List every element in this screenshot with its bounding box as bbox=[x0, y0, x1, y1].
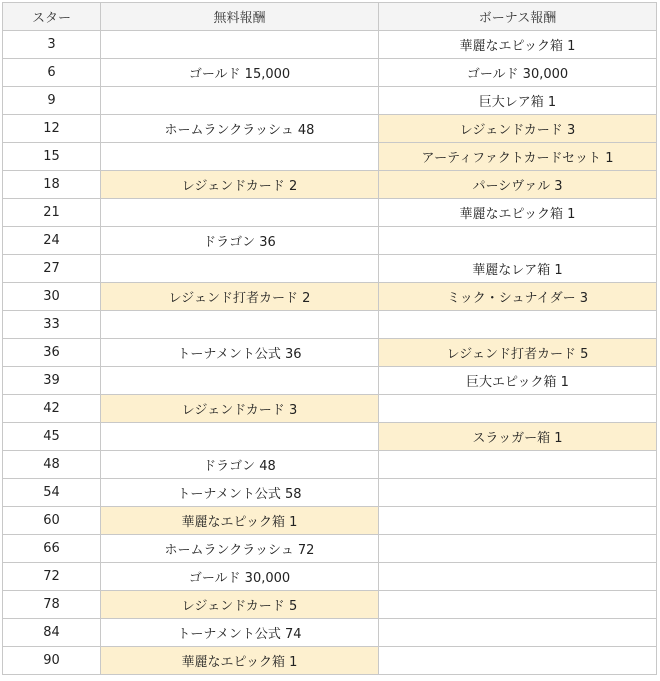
star-cell: 78 bbox=[3, 591, 101, 619]
star-cell: 84 bbox=[3, 619, 101, 647]
star-cell: 12 bbox=[3, 115, 101, 143]
free-reward-cell bbox=[101, 255, 379, 283]
bonus-reward-cell: ミック・シュナイダー 3 bbox=[379, 283, 657, 311]
bonus-reward-cell: 巨大レア箱 1 bbox=[379, 87, 657, 115]
header-star: スター bbox=[3, 3, 101, 31]
free-reward-cell: トーナメント公式 74 bbox=[101, 619, 379, 647]
table-row bbox=[3, 283, 657, 311]
star-cell: 27 bbox=[3, 255, 101, 283]
free-reward-cell: ホームランクラッシュ 48 bbox=[101, 115, 379, 143]
table-row bbox=[3, 87, 657, 115]
star-cell: 90 bbox=[3, 647, 101, 675]
table-row bbox=[3, 507, 657, 535]
free-reward-cell: トーナメント公式 36 bbox=[101, 339, 379, 367]
free-reward-cell: レジェンドカード 3 bbox=[101, 395, 379, 423]
table-row bbox=[3, 647, 657, 675]
table-row bbox=[3, 115, 657, 143]
header-bonus-reward: ボーナス報酬 bbox=[379, 3, 657, 31]
bonus-reward-cell bbox=[379, 479, 657, 507]
star-cell: 48 bbox=[3, 451, 101, 479]
free-reward-cell: 華麗なエピック箱 1 bbox=[101, 647, 379, 675]
table-row bbox=[3, 535, 657, 563]
table-row bbox=[3, 563, 657, 591]
table-row bbox=[3, 311, 657, 339]
bonus-reward-cell: ゴールド 30,000 bbox=[379, 59, 657, 87]
bonus-reward-cell bbox=[379, 227, 657, 255]
star-cell: 60 bbox=[3, 507, 101, 535]
bonus-reward-cell: レジェンドカード 3 bbox=[379, 115, 657, 143]
free-reward-cell: トーナメント公式 58 bbox=[101, 479, 379, 507]
free-reward-cell bbox=[101, 311, 379, 339]
star-cell: 33 bbox=[3, 311, 101, 339]
star-cell: 39 bbox=[3, 367, 101, 395]
table-row bbox=[3, 451, 657, 479]
table-row bbox=[3, 591, 657, 619]
bonus-reward-cell bbox=[379, 619, 657, 647]
free-reward-cell: ドラゴン 36 bbox=[101, 227, 379, 255]
star-cell: 45 bbox=[3, 423, 101, 451]
table-header bbox=[3, 3, 657, 31]
table-row bbox=[3, 619, 657, 647]
free-reward-cell bbox=[101, 87, 379, 115]
bonus-reward-cell: 華麗なエピック箱 1 bbox=[379, 199, 657, 227]
star-cell: 42 bbox=[3, 395, 101, 423]
star-cell: 21 bbox=[3, 199, 101, 227]
free-reward-cell: レジェンドカード 5 bbox=[101, 591, 379, 619]
bonus-reward-cell bbox=[379, 563, 657, 591]
free-reward-cell: ゴールド 15,000 bbox=[101, 59, 379, 87]
bonus-reward-cell bbox=[379, 591, 657, 619]
bonus-reward-cell: 華麗なエピック箱 1 bbox=[379, 31, 657, 59]
free-reward-cell bbox=[101, 199, 379, 227]
table-body bbox=[3, 31, 657, 675]
star-cell: 36 bbox=[3, 339, 101, 367]
bonus-reward-cell: スラッガー箱 1 bbox=[379, 423, 657, 451]
star-cell: 18 bbox=[3, 171, 101, 199]
table-row bbox=[3, 227, 657, 255]
table-row bbox=[3, 479, 657, 507]
free-reward-cell bbox=[101, 423, 379, 451]
table-row bbox=[3, 395, 657, 423]
free-reward-cell: レジェンド打者カード 2 bbox=[101, 283, 379, 311]
bonus-reward-cell bbox=[379, 311, 657, 339]
bonus-reward-cell bbox=[379, 647, 657, 675]
star-cell: 3 bbox=[3, 31, 101, 59]
free-reward-cell: ホームランクラッシュ 72 bbox=[101, 535, 379, 563]
star-cell: 54 bbox=[3, 479, 101, 507]
star-cell: 9 bbox=[3, 87, 101, 115]
bonus-reward-cell: レジェンド打者カード 5 bbox=[379, 339, 657, 367]
bonus-reward-cell: アーティファクトカードセット 1 bbox=[379, 143, 657, 171]
free-reward-cell: ゴールド 30,000 bbox=[101, 563, 379, 591]
table-row bbox=[3, 143, 657, 171]
free-reward-cell: レジェンドカード 2 bbox=[101, 171, 379, 199]
free-reward-cell: ドラゴン 48 bbox=[101, 451, 379, 479]
free-reward-cell bbox=[101, 31, 379, 59]
table-row bbox=[3, 255, 657, 283]
rewards-table bbox=[2, 2, 657, 675]
table-row bbox=[3, 339, 657, 367]
bonus-reward-cell bbox=[379, 395, 657, 423]
table-row bbox=[3, 367, 657, 395]
bonus-reward-cell: 華麗なレア箱 1 bbox=[379, 255, 657, 283]
bonus-reward-cell bbox=[379, 507, 657, 535]
star-cell: 30 bbox=[3, 283, 101, 311]
table-row bbox=[3, 31, 657, 59]
table-row bbox=[3, 199, 657, 227]
free-reward-cell: 華麗なエピック箱 1 bbox=[101, 507, 379, 535]
bonus-reward-cell bbox=[379, 451, 657, 479]
star-cell: 66 bbox=[3, 535, 101, 563]
free-reward-cell bbox=[101, 143, 379, 171]
header-row bbox=[3, 3, 657, 31]
bonus-reward-cell bbox=[379, 535, 657, 563]
free-reward-cell bbox=[101, 367, 379, 395]
star-cell: 72 bbox=[3, 563, 101, 591]
bonus-reward-cell: 巨大エピック箱 1 bbox=[379, 367, 657, 395]
star-cell: 15 bbox=[3, 143, 101, 171]
header-free-reward: 無料報酬 bbox=[101, 3, 379, 31]
bonus-reward-cell: パーシヴァル 3 bbox=[379, 171, 657, 199]
table-row bbox=[3, 171, 657, 199]
star-cell: 24 bbox=[3, 227, 101, 255]
table-row bbox=[3, 59, 657, 87]
star-cell: 6 bbox=[3, 59, 101, 87]
table-row bbox=[3, 423, 657, 451]
